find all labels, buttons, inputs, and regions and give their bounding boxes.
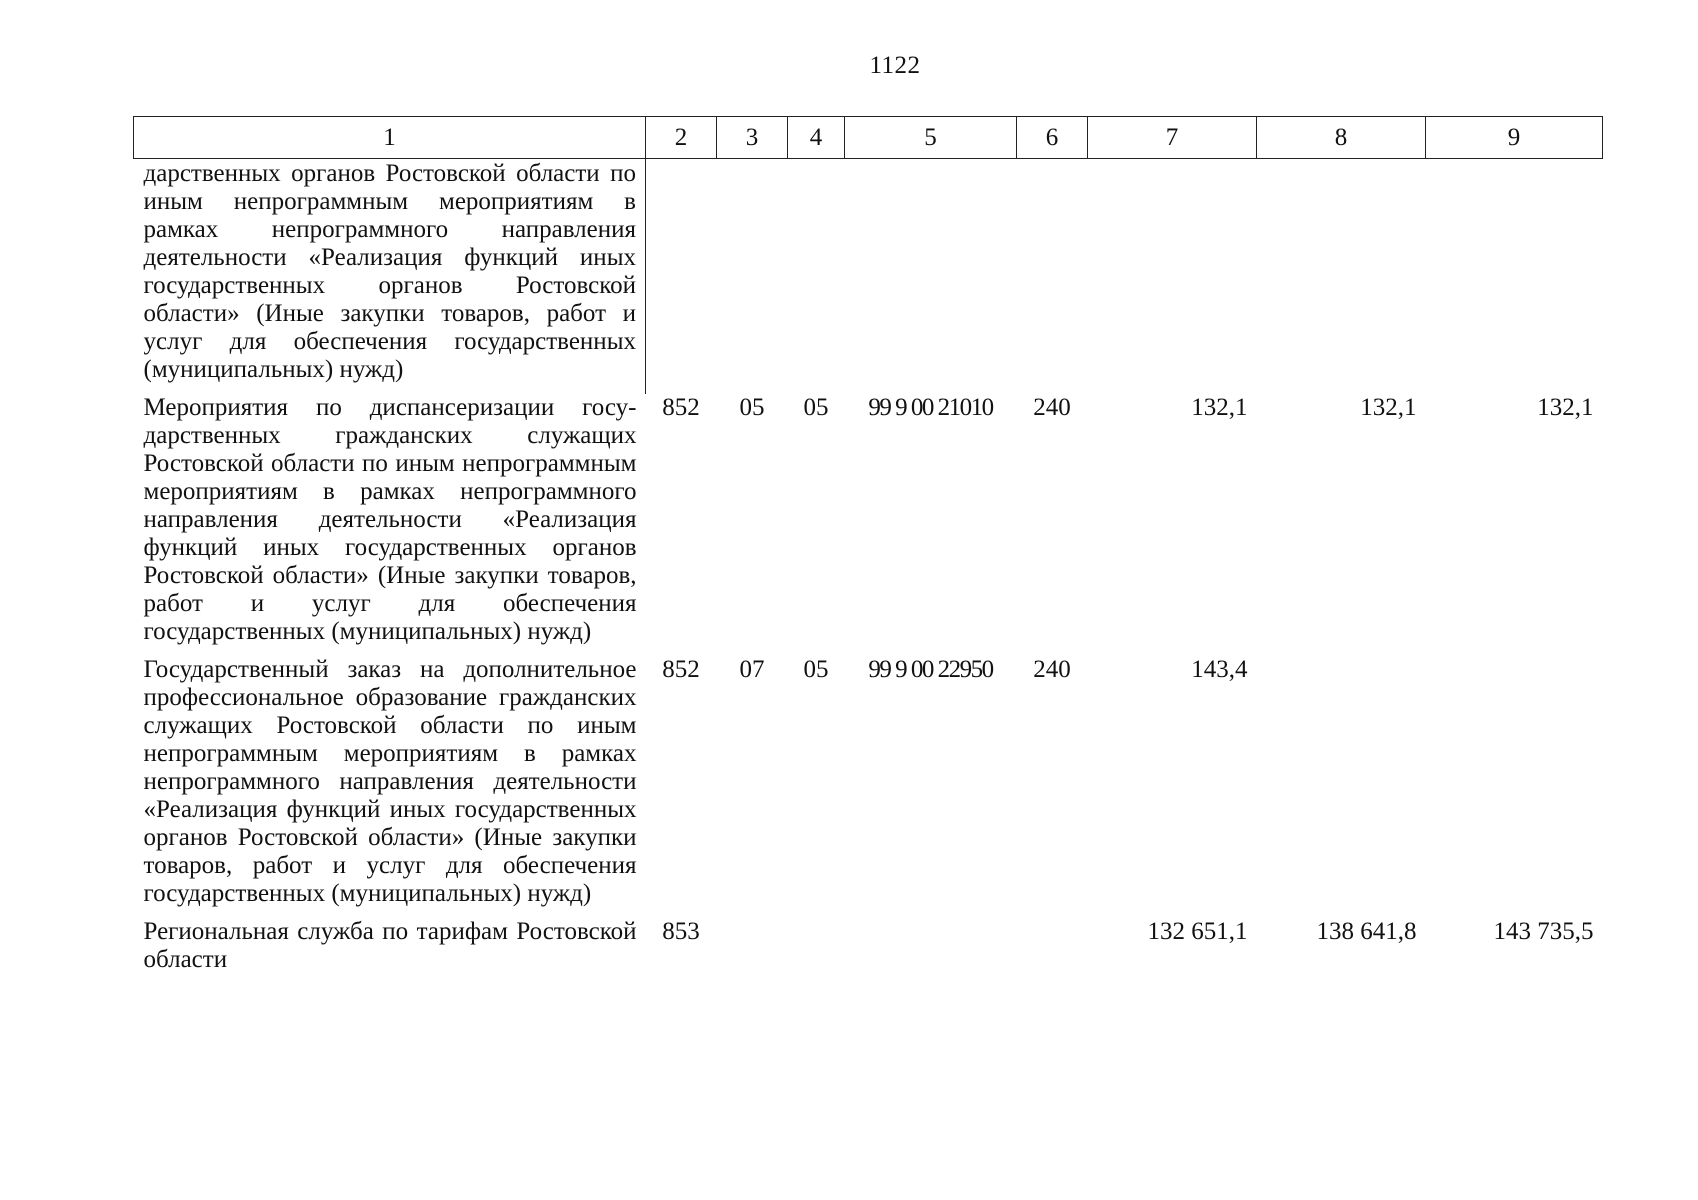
row-amount-year-1: 132,1 (1191, 394, 1248, 421)
column-number-7: 7 (1088, 117, 1257, 159)
row-ministry-code: 852 (662, 394, 700, 421)
column-number-9: 9 (1426, 117, 1603, 159)
budget-table-page (133, 116, 1602, 984)
row-subsection-code: 05 (803, 394, 829, 421)
column-number-4: 4 (788, 117, 845, 159)
row-subsection-code (788, 918, 845, 984)
row-section-code: 07 (739, 656, 765, 683)
row-expense-type-code: 240 (1033, 394, 1071, 421)
row-amount-year-2: 138 641,8 (1316, 918, 1417, 945)
budget-table (133, 116, 1603, 984)
row-expense-type-code (1017, 159, 1088, 395)
row-description: Региональная служба по тарифам Ростовской области (143, 918, 637, 973)
row-target-article-code: 99 9 00 21010 (868, 394, 993, 421)
row-description: Мероприятия по диспансеризации государственных гражданских служащих Ростовской области по иным непрограммным мероприятиям в рамках непрограммного направления деятельности «Реализация функций иных государственных органов Ростовской области» (Иные закупки товаров, работ и услуг для обеспечения государственных (муниципальных) нужд) (143, 394, 637, 645)
page-number: 1122 (869, 52, 921, 79)
row-subsection-code: 05 (803, 656, 829, 683)
row-ministry-code: 853 (662, 918, 700, 945)
row-amount-year-2 (1257, 159, 1426, 395)
column-number-8: 8 (1257, 117, 1426, 159)
row-amount-year-3 (1426, 159, 1603, 395)
row-description: дарственных органов Ростовской области по иным непрограммным мероприятиям в рамках непрограммного направления деятельности «Реализация функций иных государственных органов Ростовской области» (Иные закупки товаров, работ и услуг для обеспечения государственных (муниципальных) нужд) (143, 160, 636, 383)
column-number-2: 2 (646, 117, 717, 159)
row-amount-year-1: 143,4 (1191, 656, 1248, 683)
row-ministry-code (646, 159, 717, 395)
header-row (134, 117, 1603, 159)
table-row (134, 656, 1603, 918)
row-section-code: 05 (739, 394, 765, 421)
row-section-code (717, 159, 788, 395)
column-number-header (134, 117, 1603, 159)
table-row (134, 918, 1603, 984)
table-row (134, 159, 1603, 395)
row-amount-year-1: 132 651,1 (1147, 918, 1248, 945)
column-number-6: 6 (1017, 117, 1088, 159)
row-expense-type-code: 240 (1033, 656, 1071, 683)
row-amount-year-3 (1426, 656, 1603, 918)
row-amount-year-2: 132,1 (1360, 394, 1417, 421)
row-amount-year-2 (1257, 656, 1426, 918)
column-number-1: 1 (134, 117, 646, 159)
row-target-article-code (845, 918, 1017, 984)
row-section-code (717, 918, 788, 984)
row-amount-year-3: 132,1 (1537, 394, 1594, 421)
row-ministry-code: 852 (662, 656, 700, 683)
column-number-3: 3 (717, 117, 788, 159)
row-amount-year-3: 143 735,5 (1493, 918, 1594, 945)
row-target-article-code: 99 9 00 22950 (868, 656, 993, 683)
row-description: Государственный заказ на дополнительное профессиональное образование гражданских служащих Ростовской области по иным непрограммным мероприятиям в рамках непрограммного направления деятельности «Реализация функций иных государственных органов Ростовской области» (Иные закупки товаров, работ и услуг для обеспечения государственных (муниципальных) нужд) (143, 656, 637, 907)
row-target-article-code (845, 159, 1017, 395)
row-expense-type-code (1017, 918, 1088, 984)
table-row (134, 394, 1603, 656)
row-subsection-code (788, 159, 845, 395)
column-number-5: 5 (845, 117, 1017, 159)
row-amount-year-1 (1088, 159, 1257, 395)
